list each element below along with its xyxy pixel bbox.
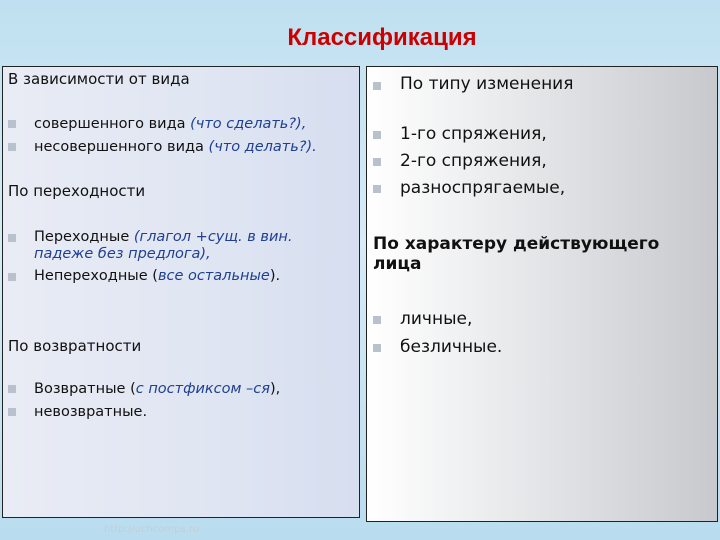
- list-item: [34, 268, 280, 285]
- bullet-icon: [373, 131, 381, 139]
- bullet-icon: [8, 234, 16, 242]
- item-text: Непереходные (: [34, 268, 158, 284]
- heading-by-transitivity: По переходности: [8, 182, 146, 200]
- item-text: невозвратные.: [34, 404, 148, 420]
- list-item: [34, 229, 292, 263]
- bullet-icon: [373, 82, 381, 90]
- list-item: 2-го спряжения,: [400, 151, 547, 171]
- list-item: [34, 139, 317, 156]
- watermark: http://uchcomps.ru: [104, 524, 200, 535]
- bullet-icon: [8, 120, 16, 128]
- item-text: Возвратные (: [34, 381, 136, 397]
- item-hint: (что сделать?),: [190, 116, 307, 132]
- item-hint: с постфиксом –ся: [135, 381, 271, 397]
- heading-by-reflexivity: По возвратности: [8, 337, 142, 355]
- list-item: личные,: [400, 309, 473, 329]
- list-item: [34, 381, 280, 398]
- list-item: безличные.: [400, 337, 503, 357]
- heading-line: лица: [373, 254, 422, 274]
- item-hint-continued: падеже без предлога),: [34, 246, 211, 262]
- item-hint: все остальные: [157, 268, 270, 284]
- item-text: Переходные: [34, 229, 134, 245]
- bullet-icon: [8, 143, 16, 151]
- left-panel: [2, 66, 360, 518]
- heading-by-person: [373, 234, 659, 274]
- item-tail: ),: [270, 381, 281, 397]
- bullet-icon: [373, 316, 381, 324]
- list-item: 1-го спряжения,: [400, 124, 547, 144]
- bullet-icon: [373, 344, 381, 352]
- bullet-icon: [373, 158, 381, 166]
- heading-line: По характеру действующего: [373, 234, 660, 254]
- heading-by-change: По типу изменения: [400, 74, 574, 94]
- list-item: [34, 116, 306, 133]
- item-text: несовершенного вида: [34, 139, 209, 155]
- bullet-icon: [8, 385, 16, 393]
- item-tail: ).: [269, 268, 281, 284]
- list-item: [34, 404, 147, 421]
- list-item: разноспрягаемые,: [400, 178, 566, 198]
- bullet-icon: [373, 185, 381, 193]
- item-text: совершенного вида: [34, 116, 191, 132]
- heading-by-aspect: В зависимости от вида: [8, 70, 190, 88]
- bullet-icon: [8, 273, 16, 281]
- bullet-icon: [8, 408, 16, 416]
- item-hint: (глагол +сущ. в вин.: [133, 229, 293, 245]
- slide-title: Классификация: [287, 24, 477, 51]
- item-hint: (что делать?).: [208, 139, 317, 155]
